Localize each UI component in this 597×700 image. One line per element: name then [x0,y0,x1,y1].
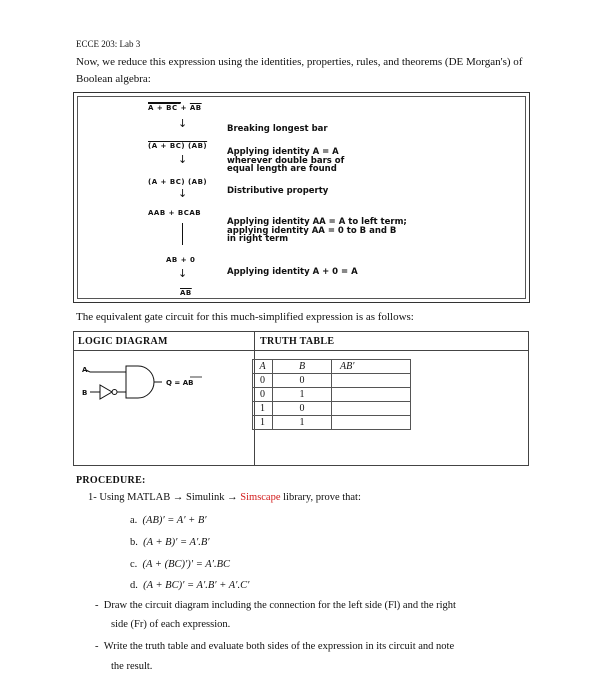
proof-step-4-line [182,223,183,245]
proof-step-1-expr [148,104,202,112]
tt-cell: 0 [273,374,332,388]
tt-cell [332,416,411,430]
tt-col-b: B [273,360,332,374]
proof-box [73,92,530,303]
proof-step-6-expr: $\overline{AB}$ [180,289,192,297]
proof-step-2-expr: (A + BC) (AB) [148,142,208,150]
step1-suffix: library, prove that: [283,492,361,503]
simscape-link[interactable]: Simscape [240,492,281,503]
table-row [253,402,411,416]
equation-b [130,537,210,548]
equation-text: (A + (BC)′)′ = A′.BC [142,559,231,570]
tt-cell: 1 [253,416,273,430]
tt-cell: 0 [253,388,273,402]
tt-cell [332,402,411,416]
proof-step-1-plus: + [180,104,190,112]
bullet-2: - Write the truth table and evaluate both sides of the expression in its circuit and note [95,641,455,652]
proof-step-3-note: Distributive property [227,186,329,196]
down-arrow-icon: ↓ [178,187,188,200]
equation-c [130,559,230,570]
truth-table-header: TRUTH TABLE [260,336,335,347]
bullet-2-cont [111,661,152,672]
tt-col-a: A [253,360,273,374]
truth-table [252,359,411,430]
step1-prefix: 1- Using MATLAB → Simulink → [88,492,238,503]
equation-text: (AB)′ = A′ + B′ [142,515,207,526]
equation-label: b. [130,537,138,548]
table-row [253,374,411,388]
logic-diagram-header: LOGIC DIAGRAM [78,336,168,347]
bullet-1-line-2: side (Fr) of each expression. [111,619,231,630]
bullet-1: - Draw the circuit diagram including the connection for the left side (Fl) and the right [95,600,456,611]
tt-cell [332,388,411,402]
down-arrow-icon: ↓ [178,267,188,280]
procedure-step-1 [88,492,361,503]
intro-paragraph: Now, we reduce this expression using the identities, properties, rules, and theorems (DE Morgan's) of Boolean algebra: [76,56,523,85]
tt-cell: 1 [273,388,332,402]
equation-label: a. [130,515,138,526]
bullet-2-line-1: Write the truth table and evaluate both sides of the expression in its circuit and note [103,641,455,652]
equation-d [130,580,249,591]
circuit-input-a: A [82,366,88,374]
table-row [253,416,411,430]
tt-cell: 0 [253,374,273,388]
bullet-1-line-1: Draw the circuit diagram including the connection for the left side (Fl) and the right [103,600,456,611]
equation-label: c. [130,559,138,570]
down-arrow-icon: ↓ [178,153,188,166]
tt-cell: 0 [273,402,332,416]
tt-cell [332,374,411,388]
equation-a [130,515,207,526]
proof-step-5-expr: AB + 0 [166,256,196,264]
proof-step-1-b: $\overline{AB}$ [189,104,202,112]
proof-step-2-note: Applying identity A = A wherever double bars of equal length are found [227,147,345,174]
bullet-1-cont [111,619,230,630]
bullet-2-line-2: the result. [111,661,153,672]
proof-step-1-note: Breaking longest bar [227,124,328,134]
section-header-divider [74,350,528,351]
page-header: ECCE 203: Lab 3 [76,39,141,49]
circuit-input-b: B [82,389,88,397]
tt-col-out: AB' [332,360,411,374]
circuit-output: Q = AB [166,379,194,387]
procedure-title: PROCEDURE: [76,475,146,486]
equation-text: (A + B)′ = A′.B′ [143,537,210,548]
tt-cell: 1 [273,416,332,430]
equivalent-circuit-text: The equivalent gate circuit for this much-simplified expression is as follows: [76,311,414,323]
proof-step-4-note: Applying identity AA = A to left term; applying identity AA = 0 to B and B in right term [227,217,407,244]
equation-label: d. [130,580,138,591]
proof-step-1-a: A + BC [148,104,178,112]
logic-diagram [76,360,251,420]
table-row [253,388,411,402]
proof-step-3-expr: (A + BC) (AB) [148,178,208,186]
proof-step-5-note: Applying identity A + 0 = A [227,267,358,277]
down-arrow-icon: ↓ [178,117,188,130]
tt-cell: 1 [253,402,273,416]
proof-step-4-expr: AAB + BCAB [148,209,202,217]
equation-text: (A + BC)′ = A′.B′ + A′.C′ [143,580,250,591]
